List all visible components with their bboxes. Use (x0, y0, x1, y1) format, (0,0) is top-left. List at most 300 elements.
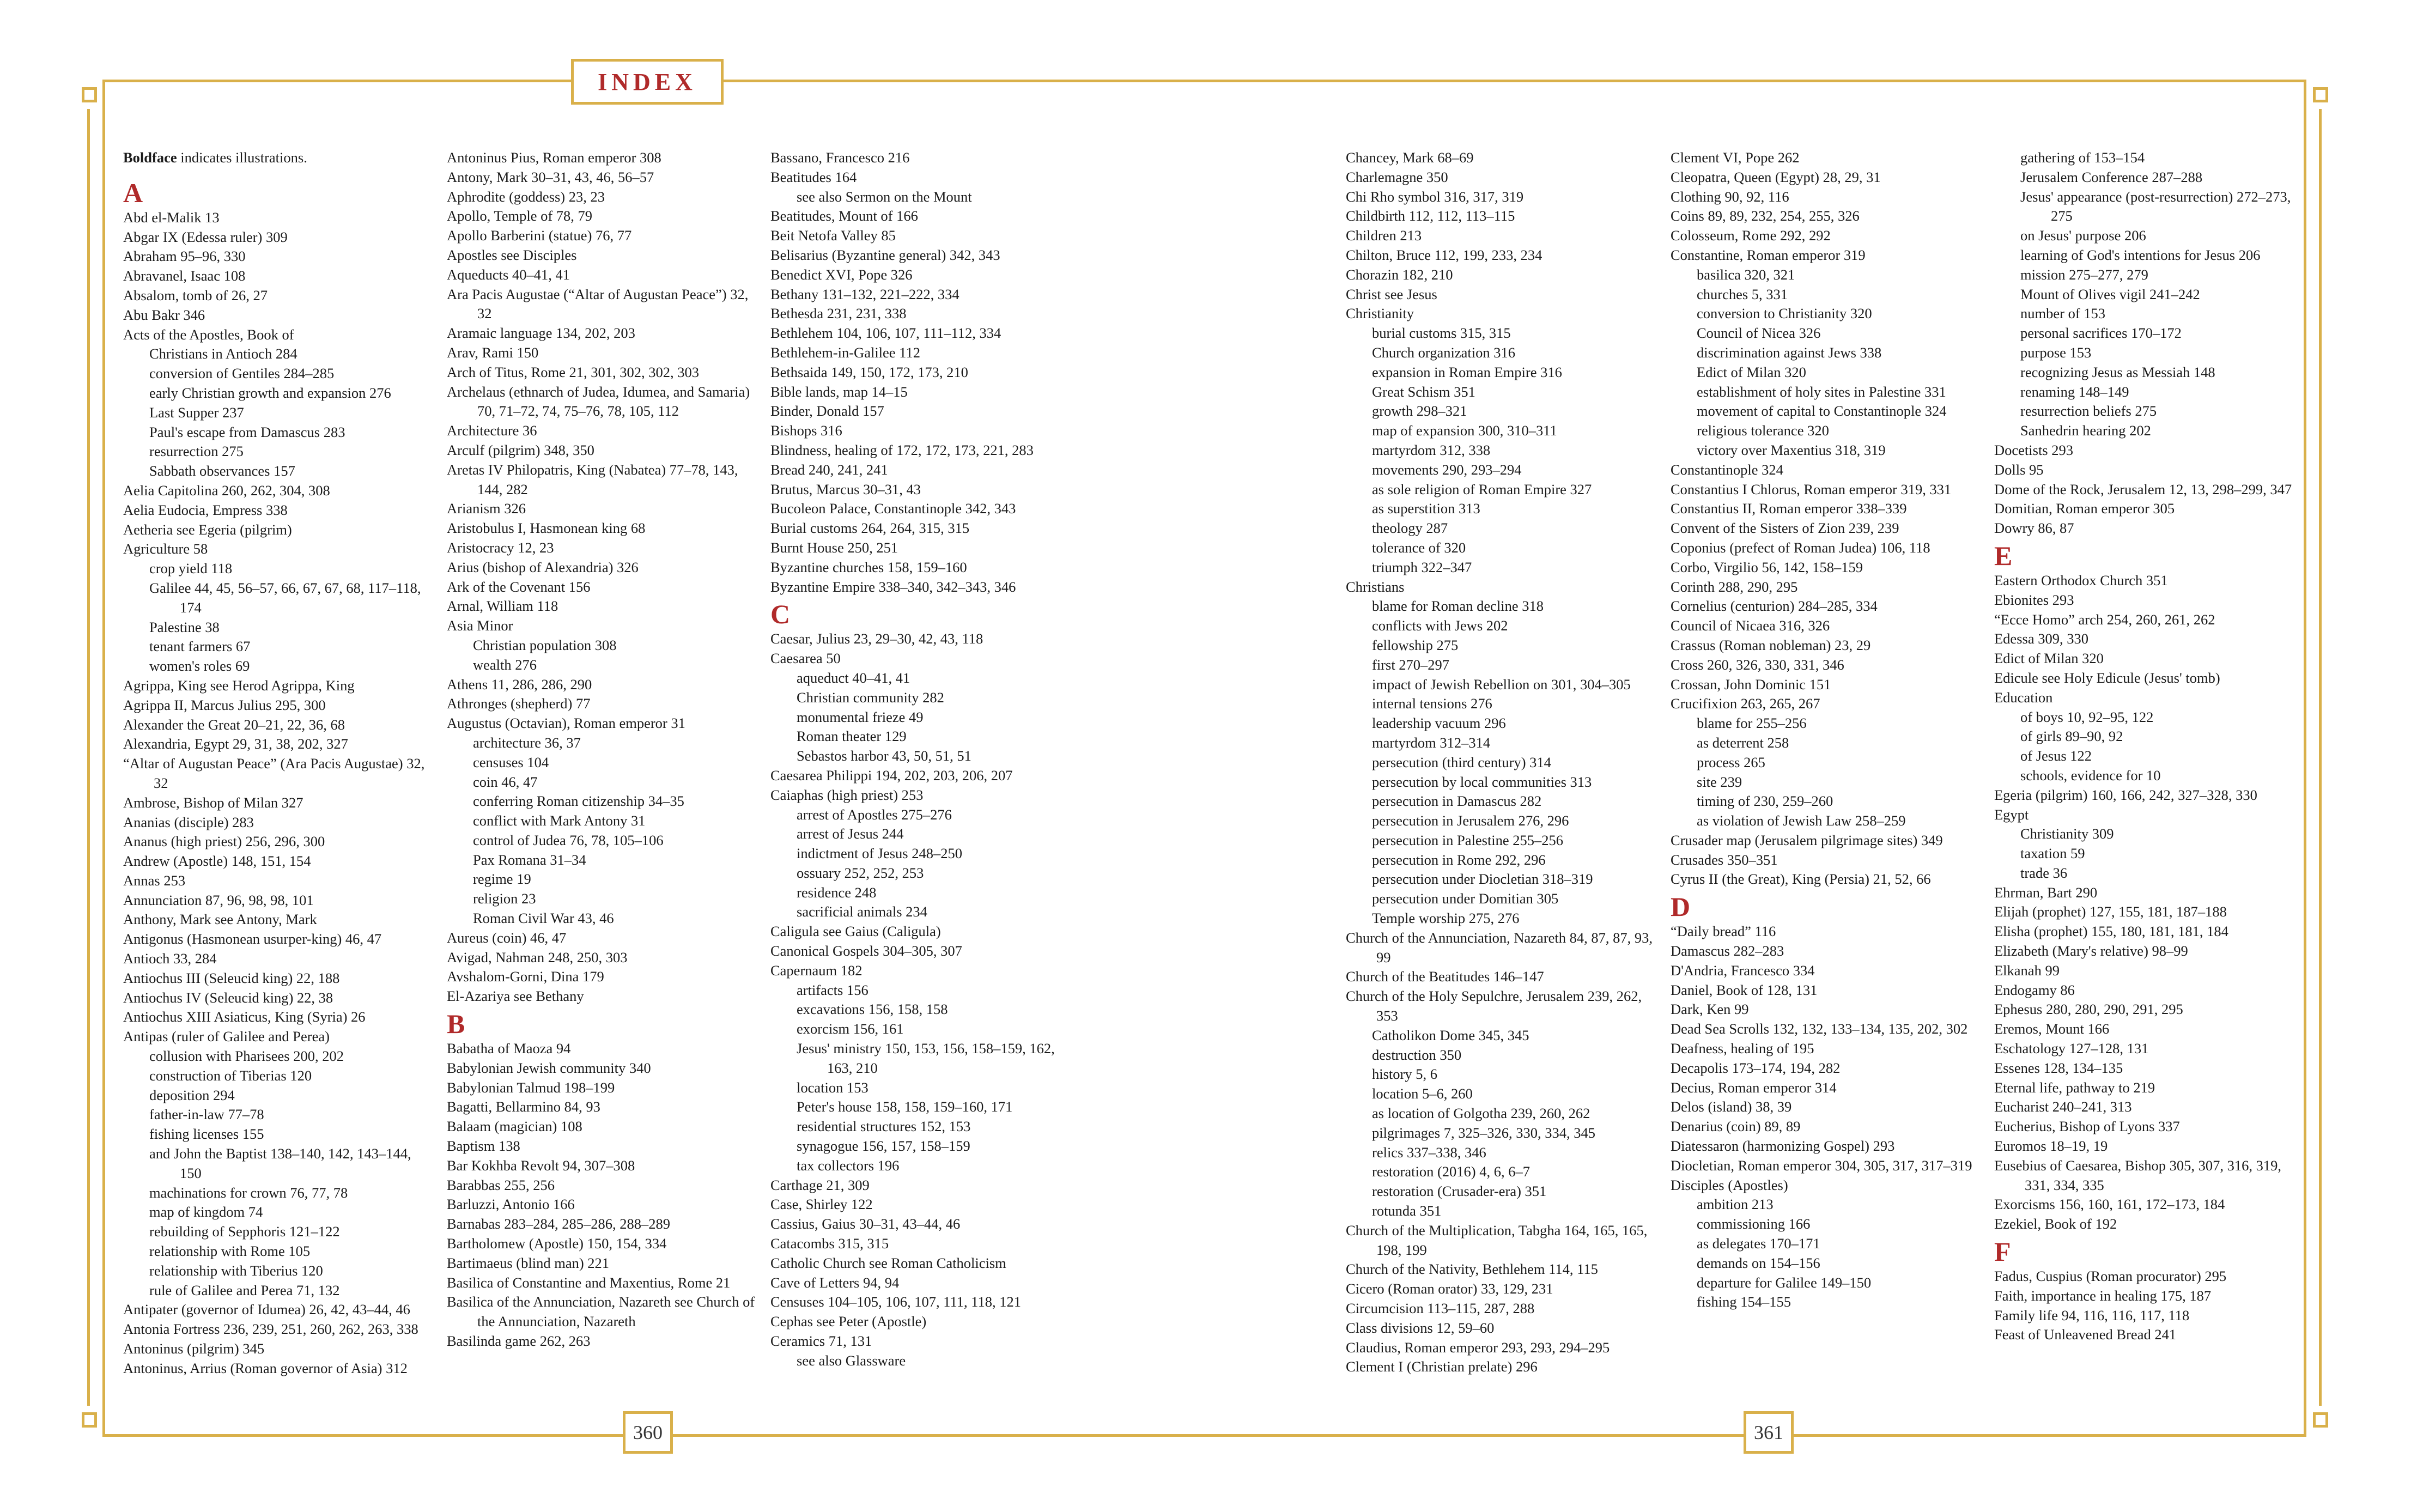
index-entry: Children 213 (1346, 227, 1422, 244)
index-entry: Andrew (Apostle) 148, 151, 154 (123, 853, 311, 870)
index-subentry: coin 46, 47 (473, 773, 538, 790)
index-entry: Antipater (governor of Idumea) 26, 42, 43–44, 46 (123, 1301, 410, 1318)
index-subentry: of girls 89–90, 92 (2020, 728, 2123, 745)
index-subentry: relics 337–338, 346 (1372, 1144, 1486, 1161)
index-entry: Aqueducts 40–41, 41 (447, 266, 570, 283)
index-entry: Burial customs 264, 264, 315, 315 (770, 520, 970, 537)
index-entry: Apollo Barberini (statue) 76, 77 (447, 227, 632, 244)
index-entry: Ambrose, Bishop of Milan 327 (123, 794, 303, 811)
index-subentry: restoration (Crusader-era) 351 (1372, 1183, 1547, 1200)
index-entry: Blindness, healing of 172, 172, 173, 221, 283 (770, 441, 1034, 458)
index-subentry: tax collectors 196 (797, 1157, 900, 1174)
index-subentry: Peter's house 158, 158, 159–160, 171 (797, 1098, 1013, 1115)
index-subentry: of boys 10, 92–95, 122 (2020, 708, 2154, 725)
frame-left-outer (87, 109, 90, 1406)
index-subentry: early Christian growth and expansion 276 (149, 384, 391, 401)
index-entry: Decapolis 173–174, 194, 282 (1671, 1059, 1841, 1076)
index-entry: “Altar of Augustan Peace” (Ara Pacis Augustae) 32, 32 (123, 755, 425, 791)
index-entry: Elijah (prophet) 127, 155, 181, 187–188 (1994, 903, 2227, 920)
index-subentry: Jesus' ministry 150, 153, 156, 158–159, 162, 163, 210 (797, 1040, 1055, 1076)
index-entry: Archelaus (ethnarch of Judea, Idumea, and Samaria) 70, 71–72, 74, 75–76, 78, 105, 112 (447, 383, 750, 420)
index-entry: Deafness, healing of 195 (1671, 1040, 1814, 1057)
index-subentry: artifacts 156 (797, 981, 869, 998)
index-subentry: religion 23 (473, 890, 536, 907)
index-entry: Case, Shirley 122 (770, 1196, 873, 1213)
index-entry: Antony, Mark 30–31, 43, 46, 56–57 (447, 168, 654, 185)
index-entry: Caesarea 50 (770, 650, 841, 667)
index-subentry: persecution under Domitian 305 (1372, 890, 1559, 907)
index-entry: Aetheria see Egeria (pilgrim) (123, 521, 292, 538)
frame-bottom-b (673, 1434, 1744, 1437)
index-entry: Chancey, Mark 68–69 (1346, 149, 1474, 166)
index-subentry: conflict with Mark Antony 31 (473, 812, 646, 829)
index-entry: Aristocracy 12, 23 (447, 539, 554, 556)
index-entry: Dome of the Rock, Jerusalem 12, 13, 298–299, 347 (1994, 481, 2292, 497)
index-subentry: conferring Roman citizenship 34–35 (473, 793, 684, 810)
index-entry: Balaam (magician) 108 (447, 1118, 582, 1135)
index-entry: Class divisions 12, 59–60 (1346, 1319, 1495, 1336)
index-entry: Cicero (Roman orator) 33, 129, 231 (1346, 1280, 1553, 1297)
index-subentry: commissioning 166 (1697, 1216, 1811, 1232)
index-entry: Bethesda 231, 231, 338 (770, 305, 907, 322)
index-entry: Decius, Roman emperor 314 (1671, 1079, 1837, 1096)
index-subentry: ambition 213 (1697, 1196, 1774, 1213)
section-letter: D (1671, 891, 1691, 922)
index-entry: Avshalom-Gorni, Dina 179 (447, 968, 604, 985)
index-entry: Dead Sea Scrolls 132, 132, 133–134, 135, 202, 302 (1671, 1021, 1968, 1037)
index-entry: Daniel, Book of 128, 131 (1671, 981, 1818, 998)
index-subentry: mission 275–277, 279 (2020, 266, 2148, 283)
index-entry: Clement VI, Pope 262 (1671, 149, 1800, 166)
index-entry: Diocletian, Roman emperor 304, 305, 317, 317–319 (1671, 1157, 1972, 1174)
index-entry: Basilinda game 262, 263 (447, 1333, 591, 1350)
section-letter: C (770, 599, 791, 630)
index-subentry: women's roles 69 (149, 658, 250, 675)
index-subentry: wealth 276 (473, 656, 537, 673)
index-subentry: father-in-law 77–78 (149, 1106, 264, 1123)
index-entry: Chorazin 182, 210 (1346, 266, 1453, 283)
index-subentry: martyrdom 312, 338 (1372, 441, 1491, 458)
index-subentry: map of expansion 300, 310–311 (1372, 422, 1557, 439)
index-subentry: map of kingdom 74 (149, 1204, 263, 1220)
index-entry: Aelia Eudocia, Empress 338 (123, 501, 288, 518)
index-subentry: Jerusalem Conference 287–288 (2020, 168, 2203, 185)
index-entry: Eschatology 127–128, 131 (1994, 1040, 2149, 1057)
index-entry: Caligula see Gaius (Caligula) (770, 923, 941, 940)
index-subentry: Edict of Milan 320 (1697, 363, 1806, 380)
index-entry: Annunciation 87, 96, 98, 98, 101 (123, 891, 314, 908)
index-entry: Ark of the Covenant 156 (447, 578, 591, 595)
index-entry: Cleopatra, Queen (Egypt) 28, 29, 31 (1671, 168, 1881, 185)
index-subentry: see also Glassware (797, 1352, 906, 1369)
index-entry: Eremos, Mount 166 (1994, 1021, 2110, 1037)
section-letter: F (1994, 1236, 2011, 1267)
index-entry: “Ecce Homo” arch 254, 260, 261, 262 (1994, 611, 2215, 628)
index-subentry: conversion to Christianity 320 (1697, 305, 1872, 322)
index-subentry: recognizing Jesus as Messiah 148 (2020, 363, 2215, 380)
index-entry: Edict of Milan 320 (1994, 650, 2104, 667)
index-subentry: on Jesus' purpose 206 (2020, 227, 2146, 244)
index-entry: Coins 89, 89, 232, 254, 255, 326 (1671, 208, 1860, 224)
index-subentry: and John the Baptist 138–140, 142, 143–144, 150 (149, 1145, 411, 1181)
index-subentry: Church organization 316 (1372, 344, 1515, 361)
index-subentry: blame for Roman decline 318 (1372, 598, 1544, 615)
index-column-1 (123, 148, 434, 1379)
index-entry: Abravanel, Isaac 108 (123, 268, 246, 284)
index-subentry: persecution by local communities 313 (1372, 773, 1592, 790)
index-subentry: expansion in Roman Empire 316 (1372, 363, 1562, 380)
index-entry: Beatitudes 164 (770, 168, 857, 185)
index-entry: El-Azariya see Bethany (447, 988, 584, 1005)
index-entry: Abd el-Malik 13 (123, 209, 220, 226)
index-entry: Bucoleon Palace, Constantinople 342, 343 (770, 500, 1016, 517)
index-entry: Ehrman, Bart 290 (1994, 884, 2098, 901)
index-entry: Bar Kokhba Revolt 94, 307–308 (447, 1157, 635, 1174)
index-entry: Christ see Jesus (1346, 286, 1437, 302)
index-entry: Education (1994, 689, 2053, 706)
index-entry: Byzantine Empire 338–340, 342–343, 346 (770, 578, 1016, 595)
index-subentry: process 265 (1697, 754, 1765, 770)
index-entry: Arnal, William 118 (447, 598, 558, 615)
index-entry: Bethany 131–132, 221–222, 334 (770, 286, 959, 302)
index-entry: Crossan, John Dominic 151 (1671, 676, 1831, 693)
index-entry: Exorcisms 156, 160, 161, 172–173, 184 (1994, 1196, 2225, 1213)
index-subentry: see also Sermon on the Mount (797, 188, 972, 205)
index-entry: Aelia Capitolina 260, 262, 304, 308 (123, 482, 330, 499)
index-subentry: restoration (2016) 4, 6, 6–7 (1372, 1163, 1530, 1180)
index-entry: Church of the Nativity, Bethlehem 114, 115 (1346, 1261, 1598, 1278)
index-entry: Agrippa, King see Herod Agrippa, King (123, 677, 355, 694)
index-subentry: sacrificial animals 234 (797, 903, 927, 920)
index-entry: Constantius II, Roman emperor 338–339 (1671, 500, 1907, 517)
index-entry: Anthony, Mark see Antony, Mark (123, 911, 317, 928)
frame-bottom-c (1794, 1434, 2306, 1437)
index-entry: Bethlehem 104, 106, 107, 111–112, 334 (770, 325, 1001, 342)
index-subentry: fishing 154–155 (1697, 1294, 1791, 1310)
index-entry: Aristobulus I, Hasmonean king 68 (447, 520, 646, 537)
index-subentry: as deterrent 258 (1697, 734, 1789, 751)
index-entry: Antoninus (pilgrim) 345 (123, 1340, 265, 1357)
index-entry: Arius (bishop of Alexandria) 326 (447, 558, 639, 575)
index-subentry: relationship with Tiberius 120 (149, 1262, 323, 1279)
index-entry: Antiochus IV (Seleucid king) 22, 38 (123, 989, 333, 1006)
index-subentry: tolerance of 320 (1372, 539, 1466, 556)
index-entry: Avigad, Nahman 248, 250, 303 (447, 949, 628, 966)
index-entry: Eucherius, Bishop of Lyons 337 (1994, 1118, 2180, 1135)
index-subentry: movement of capital to Constantinople 324 (1697, 403, 1947, 420)
index-subentry: residential structures 152, 153 (797, 1118, 971, 1135)
index-entry: Antoninus Pius, Roman emperor 308 (447, 149, 661, 166)
frame-right-outer (2319, 109, 2322, 1406)
index-entry: Edicule see Holy Edicule (Jesus' tomb) (1994, 669, 2220, 686)
index-entry: Babylonian Jewish community 340 (447, 1059, 651, 1076)
index-subentry: basilica 320, 321 (1697, 266, 1795, 283)
index-subentry: victory over Maxentius 318, 319 (1697, 441, 1886, 458)
index-subentry: Sebastos harbor 43, 50, 51, 51 (797, 748, 971, 764)
index-entry: Burnt House 250, 251 (770, 539, 898, 556)
index-entry: Absalom, tomb of 26, 27 (123, 287, 268, 303)
index-subentry: Galilee 44, 45, 56–57, 66, 67, 67, 68, 117–118, 174 (149, 579, 421, 616)
index-subentry: Roman theater 129 (797, 728, 907, 745)
index-column-4 (1346, 148, 1656, 1377)
index-entry: Augustus (Octavian), Roman emperor 31 (447, 715, 685, 732)
index-column-3 (770, 148, 1081, 1371)
index-entry: Docetists 293 (1994, 441, 2073, 458)
index-entry: Elisha (prophet) 155, 180, 181, 181, 184 (1994, 923, 2228, 940)
index-subentry: movements 290, 293–294 (1372, 461, 1522, 478)
index-subentry: as sole religion of Roman Empire 327 (1372, 481, 1592, 497)
index-entry: Circumcision 113–115, 287, 288 (1346, 1300, 1535, 1317)
index-entry: Alexandria, Egypt 29, 31, 38, 202, 327 (123, 736, 348, 752)
index-subentry: Sanhedrin hearing 202 (2020, 422, 2151, 439)
index-entry: Crusades 350–351 (1671, 851, 1778, 868)
index-entry: Constantius I Chlorus, Roman emperor 319, 331 (1671, 481, 1952, 497)
index-entry: Aureus (coin) 46, 47 (447, 929, 567, 946)
index-subentry: persecution in Jerusalem 276, 296 (1372, 812, 1569, 829)
index-subentry: conflicts with Jews 202 (1372, 617, 1508, 634)
index-subentry: martyrdom 312–314 (1372, 734, 1491, 751)
index-entry: Caesarea Philippi 194, 202, 203, 206, 207 (770, 767, 1013, 784)
index-entry: Church of the Multiplication, Tabgha 164, 165, 165, 198, 199 (1346, 1222, 1648, 1258)
corner-ornament-bottom-right (2313, 1412, 2328, 1428)
index-subentry: impact of Jewish Rebellion on 301, 304–305 (1372, 676, 1631, 693)
corner-ornament-top-left (82, 87, 97, 102)
index-entry: Byzantine churches 158, 159–160 (770, 558, 967, 575)
index-entry: Eastern Orthodox Church 351 (1994, 572, 2168, 588)
index-entry: Dowry 86, 87 (1994, 520, 2074, 537)
index-entry: Church of the Beatitudes 146–147 (1346, 968, 1544, 985)
index-subentry: burial customs 315, 315 (1372, 325, 1511, 342)
index-subentry: residence 248 (797, 884, 877, 901)
index-entry: Bread 240, 241, 241 (770, 461, 888, 478)
index-entry: D'Andria, Francesco 334 (1671, 962, 1815, 979)
index-subentry: resurrection beliefs 275 (2020, 403, 2157, 420)
index-subentry: collusion with Pharisees 200, 202 (149, 1048, 344, 1065)
index-column-2 (447, 148, 757, 1351)
index-subentry: churches 5, 331 (1697, 286, 1788, 302)
index-entry: Agrippa II, Marcus Julius 295, 300 (123, 696, 326, 713)
index-entry: Fadus, Cuspius (Roman procurator) 295 (1994, 1268, 2227, 1285)
index-entry: Arch of Titus, Rome 21, 301, 302, 302, 303 (447, 363, 700, 380)
index-entry: Church of the Annunciation, Nazareth 84, 87, 87, 93, 99 (1346, 929, 1653, 966)
index-subentry: rebuilding of Sepphoris 121–122 (149, 1223, 340, 1240)
index-entry: Carthage 21, 309 (770, 1176, 870, 1193)
index-subentry: resurrection 275 (149, 443, 244, 460)
index-entry: Beatitudes, Mount of 166 (770, 208, 918, 224)
index-entry: Beit Netofa Valley 85 (770, 227, 896, 244)
index-subentry: monumental frieze 49 (797, 708, 924, 725)
index-subentry: internal tensions 276 (1372, 695, 1492, 712)
index-subentry: Sabbath observances 157 (149, 463, 295, 479)
index-subentry: as location of Golgotha 239, 260, 262 (1372, 1105, 1590, 1122)
index-entry: Constantinople 324 (1671, 461, 1783, 478)
index-entry: Acts of the Apostles, Book of (123, 326, 294, 343)
index-subentry: Pax Romana 31–34 (473, 851, 586, 868)
index-entry: Basilica of the Annunciation, Nazareth see Church of the Annunciation, Nazareth (447, 1294, 755, 1330)
index-column-6 (1994, 148, 2305, 1345)
index-subentry: discrimination against Jews 338 (1697, 344, 1882, 361)
index-entry: Ephesus 280, 280, 290, 291, 295 (1994, 1001, 2183, 1018)
index-subentry: learning of God's intentions for Jesus 206 (2020, 246, 2261, 263)
index-entry: Antonia Fortress 236, 239, 251, 260, 262, 263, 338 (123, 1321, 418, 1338)
index-entry: Bishops 316 (770, 422, 842, 439)
index-subentry: relationship with Rome 105 (149, 1243, 311, 1260)
index-column-5 (1671, 148, 1981, 1312)
index-entry: Ebionites 293 (1994, 591, 2074, 608)
index-entry: Dolls 95 (1994, 461, 2044, 478)
index-subentry: ossuary 252, 252, 253 (797, 864, 924, 881)
index-entry: Barnabas 283–284, 285–286, 288–289 (447, 1216, 670, 1232)
index-entry: Athronges (shepherd) 77 (447, 695, 591, 712)
index-entry: Elkanah 99 (1994, 962, 2060, 979)
index-entry: “Daily bread” 116 (1671, 923, 1776, 940)
index-entry: Crassus (Roman nobleman) 23, 29 (1671, 636, 1871, 653)
index-subentry: Christian community 282 (797, 689, 944, 706)
index-entry: Bartimaeus (blind man) 221 (447, 1254, 610, 1271)
index-subentry: location 153 (797, 1079, 869, 1096)
index-entry: Bethlehem-in-Galilee 112 (770, 344, 920, 361)
index-subentry: theology 287 (1372, 520, 1448, 537)
index-subentry: censuses 104 (473, 754, 549, 770)
index-subentry: Christianity 309 (2020, 825, 2114, 842)
index-entry: Cave of Letters 94, 94 (770, 1274, 900, 1291)
index-subentry: tenant farmers 67 (149, 638, 251, 655)
index-subentry: site 239 (1697, 773, 1742, 790)
index-subentry: establishment of holy sites in Palestine 331 (1697, 383, 1946, 400)
index-subentry: Jesus' appearance (post-resurrection) 272–273, 275 (2020, 188, 2291, 224)
index-subentry: arrest of Jesus 244 (797, 825, 904, 842)
index-entry: Dark, Ken 99 (1671, 1001, 1749, 1018)
index-entry: Eusebius of Caesarea, Bishop 305, 307, 316, 319, 331, 334, 335 (1994, 1157, 2281, 1193)
index-entry: Caiaphas (high priest) 253 (770, 786, 924, 803)
frame-left (102, 80, 105, 1436)
index-entry: Antiochus XIII Asiaticus, King (Syria) 26 (123, 1009, 366, 1025)
index-subentry: persecution (third century) 314 (1372, 754, 1551, 770)
index-entry: Eternal life, pathway to 219 (1994, 1079, 2155, 1096)
index-subentry: gathering of 153–154 (2020, 149, 2145, 166)
index-entry: Baptism 138 (447, 1138, 520, 1155)
index-entry: Diatessaron (harmonizing Gospel) 293 (1671, 1138, 1895, 1155)
folio-left: 360 (623, 1411, 673, 1454)
index-entry: Eucharist 240–241, 313 (1994, 1098, 2132, 1115)
index-subentry: pilgrimages 7, 325–326, 330, 334, 345 (1372, 1124, 1595, 1141)
index-entry: Domitian, Roman emperor 305 (1994, 500, 2175, 517)
index-entry: Antioch 33, 284 (123, 950, 217, 967)
index-entry: Abraham 95–96, 330 (123, 248, 246, 265)
index-entry: Catacombs 315, 315 (770, 1235, 889, 1252)
index-entry: Cephas see Peter (Apostle) (770, 1313, 927, 1330)
index-entry: Corinth 288, 290, 295 (1671, 578, 1798, 595)
index-subentry: Christian population 308 (473, 636, 617, 653)
index-entry: Delos (island) 38, 39 (1671, 1098, 1792, 1115)
index-entry: Essenes 128, 134–135 (1994, 1059, 2123, 1076)
index-entry: Canonical Gospels 304–305, 307 (770, 943, 962, 960)
index-subentry: persecution in Palestine 255–256 (1372, 831, 1564, 848)
index-subentry: exorcism 156, 161 (797, 1021, 904, 1037)
index-entry: Christianity (1346, 305, 1414, 322)
index-subentry: personal sacrifices 170–172 (2020, 325, 2182, 342)
index-subentry: Council of Nicea 326 (1697, 325, 1821, 342)
frame-top-right (724, 80, 2304, 82)
index-entry: Benedict XVI, Pope 326 (770, 266, 913, 283)
index-subentry: growth 298–321 (1372, 403, 1467, 420)
index-subentry: fishing licenses 155 (149, 1126, 264, 1143)
index-entry: Antoninus, Arrius (Roman governor of Asia) 312 (123, 1359, 408, 1376)
index-entry: Chi Rho symbol 316, 317, 319 (1346, 188, 1524, 205)
index-subentry: departure for Galilee 149–150 (1697, 1274, 1872, 1291)
index-entry: Asia Minor (447, 617, 513, 634)
index-subentry: as delegates 170–171 (1697, 1235, 1820, 1252)
index-entry: Bible lands, map 14–15 (770, 383, 908, 400)
index-entry: Barluzzi, Antonio 166 (447, 1196, 575, 1213)
index-entry: Elizabeth (Mary's relative) 98–99 (1994, 943, 2188, 960)
index-entry: Endogamy 86 (1994, 981, 2075, 998)
index-subentry: of Jesus 122 (2020, 748, 2092, 764)
index-entry: Abgar IX (Edessa ruler) 309 (123, 228, 288, 245)
index-entry: Cornelius (centurion) 284–285, 334 (1671, 598, 1878, 615)
index-entry: Christians (1346, 578, 1405, 595)
index-subentry: location 5–6, 260 (1372, 1085, 1473, 1102)
index-entry: Brutus, Marcus 30–31, 43 (770, 481, 921, 497)
index-entry: Church of the Holy Sepulchre, Jerusalem 239, 262, 353 (1346, 988, 1642, 1024)
index-subentry: persecution in Rome 292, 296 (1372, 851, 1546, 868)
index-entry: Bethsaida 149, 150, 172, 173, 210 (770, 363, 968, 380)
index-subentry: Last Supper 237 (149, 404, 244, 421)
index-entry: Apollo, Temple of 78, 79 (447, 208, 593, 224)
index-subentry: conversion of Gentiles 284–285 (149, 365, 335, 382)
index-subentry: persecution under Diocletian 318–319 (1372, 871, 1593, 888)
index-subentry: arrest of Apostles 275–276 (797, 806, 952, 823)
index-entry: Convent of the Sisters of Zion 239, 239 (1671, 520, 1899, 537)
index-subentry: religious tolerance 320 (1697, 422, 1829, 439)
index-subentry: blame for 255–256 (1697, 715, 1807, 732)
index-entry: Constantine, Roman emperor 319 (1671, 246, 1866, 263)
index-subentry: timing of 230, 259–260 (1697, 793, 1833, 810)
index-subentry: excavations 156, 158, 158 (797, 1001, 948, 1018)
index-subentry: triumph 322–347 (1372, 558, 1472, 575)
index-entry: Architecture 36 (447, 422, 537, 439)
index-subentry: indictment of Jesus 248–250 (797, 845, 962, 862)
index-entry: Barabbas 255, 256 (447, 1176, 555, 1193)
index-subentry: synagogue 156, 157, 158–159 (797, 1138, 970, 1155)
index-entry: Ananus (high priest) 256, 296, 300 (123, 833, 325, 850)
index-entry: Ara Pacis Augustae (“Altar of Augustan Peace”) 32, 32 (447, 286, 749, 322)
index-subentry: history 5, 6 (1372, 1066, 1437, 1083)
index-entry: Belisarius (Byzantine general) 342, 343 (770, 246, 1000, 263)
index-entry: Cross 260, 326, 330, 331, 346 (1671, 656, 1844, 673)
index-subentry: as superstition 313 (1372, 500, 1480, 517)
index-entry: Agriculture 58 (123, 541, 208, 557)
index-subentry: control of Judea 76, 78, 105–106 (473, 831, 664, 848)
index-subentry: renaming 148–149 (2020, 383, 2129, 400)
index-subentry: architecture 36, 37 (473, 734, 581, 751)
index-entry: Arianism 326 (447, 500, 526, 517)
index-entry: Catholic Church see Roman Catholicism (770, 1254, 1006, 1271)
index-subentry: crop yield 118 (149, 560, 233, 577)
index-entry: Athens 11, 286, 286, 290 (447, 676, 592, 693)
corner-ornament-bottom-left (82, 1412, 97, 1428)
index-entry: Family life 94, 116, 116, 117, 118 (1994, 1307, 2190, 1323)
index-entry: Feast of Unleavened Bread 241 (1994, 1326, 2177, 1343)
index-entry: Egypt (1994, 806, 2029, 823)
index-entry: Arav, Rami 150 (447, 344, 539, 361)
index-entry: Coponius (prefect of Roman Judea) 106, 118 (1671, 539, 1930, 556)
index-entry: Bartholomew (Apostle) 150, 154, 334 (447, 1235, 667, 1252)
index-subentry: Catholikon Dome 345, 345 (1372, 1027, 1529, 1043)
index-entry: Ceramics 71, 131 (770, 1333, 872, 1350)
index-entry: Antiochus III (Seleucid king) 22, 188 (123, 969, 340, 986)
index-subentry: destruction 350 (1372, 1046, 1462, 1063)
